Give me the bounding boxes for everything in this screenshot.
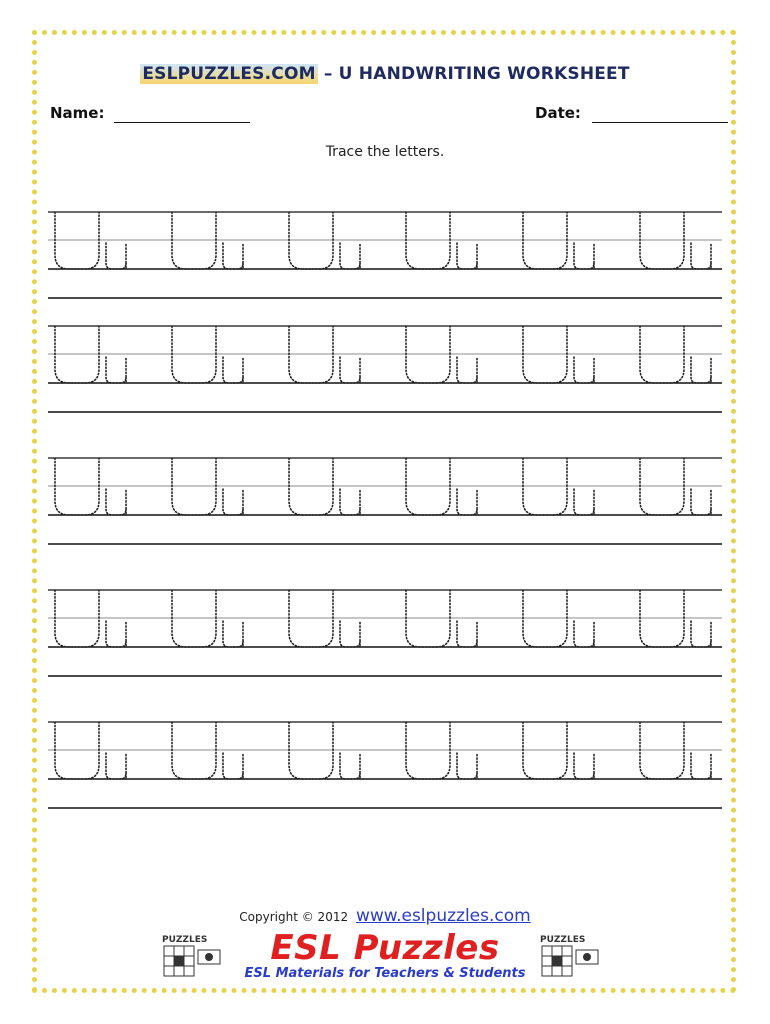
- trace-letter-upper: [289, 212, 333, 269]
- trace-letter-lower: [223, 621, 243, 647]
- trace-letter-lower: [574, 357, 594, 383]
- trace-letter-upper: [172, 590, 216, 647]
- trace-letter-lower: [223, 357, 243, 383]
- trace-letter-lower: [106, 753, 126, 779]
- trace-letter-upper: [55, 326, 99, 383]
- trace-letter-lower: [574, 621, 594, 647]
- trace-letter-lower: [574, 489, 594, 515]
- copyright-text: Copyright © 2012: [239, 910, 349, 924]
- trace-letter-upper: [406, 590, 450, 647]
- name-label: Name:: [50, 104, 105, 122]
- trace-letter-lower: [340, 621, 360, 647]
- title-brand: ESLPUZZLES.COM: [142, 64, 316, 84]
- trace-letter-upper: [55, 212, 99, 269]
- copyright-line: [0, 906, 770, 926]
- trace-letter-upper: [640, 458, 684, 515]
- trace-letter-upper: [55, 590, 99, 647]
- trace-letter-lower: [457, 489, 477, 515]
- instruction-text: Trace the letters.: [325, 144, 445, 160]
- trace-letter-upper: [406, 326, 450, 383]
- title-rest: – U HANDWRITING WORKSHEET: [317, 64, 630, 84]
- logo-text-left: PUZZLES: [162, 935, 208, 945]
- trace-letter-upper: [640, 212, 684, 269]
- trace-letter-lower: [691, 489, 711, 515]
- trace-letter-lower: [691, 621, 711, 647]
- trace-letter-upper: [406, 722, 450, 779]
- trace-letter-upper: [289, 722, 333, 779]
- trace-letter-upper: [523, 326, 567, 383]
- trace-letter-lower: [574, 753, 594, 779]
- trace-letter-upper: [640, 590, 684, 647]
- brand-logo-text: ESL Puzzles: [270, 928, 500, 968]
- trace-letter-lower: [106, 243, 126, 269]
- trace-letter-lower: [691, 753, 711, 779]
- trace-letter-lower: [691, 357, 711, 383]
- trace-letter-lower: [457, 753, 477, 779]
- trace-letter-upper: [289, 590, 333, 647]
- trace-letter-upper: [523, 212, 567, 269]
- trace-letter-upper: [523, 590, 567, 647]
- trace-letter-lower: [340, 357, 360, 383]
- trace-letter-lower: [457, 243, 477, 269]
- trace-letter-upper: [640, 722, 684, 779]
- trace-letter-lower: [457, 621, 477, 647]
- trace-letter-lower: [223, 753, 243, 779]
- trace-letter-lower: [106, 621, 126, 647]
- trace-letter-upper: [523, 458, 567, 515]
- trace-letter-upper: [406, 458, 450, 515]
- trace-letter-lower: [106, 357, 126, 383]
- brand-tagline: ESL Materials for Teachers & Students: [244, 966, 526, 981]
- trace-letter-lower: [106, 489, 126, 515]
- trace-letter-lower: [223, 489, 243, 515]
- trace-letter-lower: [691, 243, 711, 269]
- trace-letter-upper: [406, 212, 450, 269]
- trace-letter-upper: [55, 458, 99, 515]
- trace-letter-upper: [55, 722, 99, 779]
- trace-letter-lower: [223, 243, 243, 269]
- trace-letter-upper: [172, 212, 216, 269]
- trace-letter-lower: [340, 489, 360, 515]
- trace-letter-upper: [172, 722, 216, 779]
- trace-letter-upper: [640, 326, 684, 383]
- trace-letter-upper: [172, 326, 216, 383]
- trace-letter-upper: [289, 326, 333, 383]
- trace-letter-upper: [523, 722, 567, 779]
- trace-letter-lower: [574, 243, 594, 269]
- trace-letter-lower: [457, 357, 477, 383]
- trace-letter-upper: [172, 458, 216, 515]
- trace-letter-lower: [340, 753, 360, 779]
- date-label: Date:: [535, 104, 581, 122]
- trace-letter-upper: [289, 458, 333, 515]
- website-link[interactable]: www.eslpuzzles.com: [355, 906, 531, 926]
- logo-text-right: PUZZLES: [540, 935, 586, 945]
- trace-letter-lower: [340, 243, 360, 269]
